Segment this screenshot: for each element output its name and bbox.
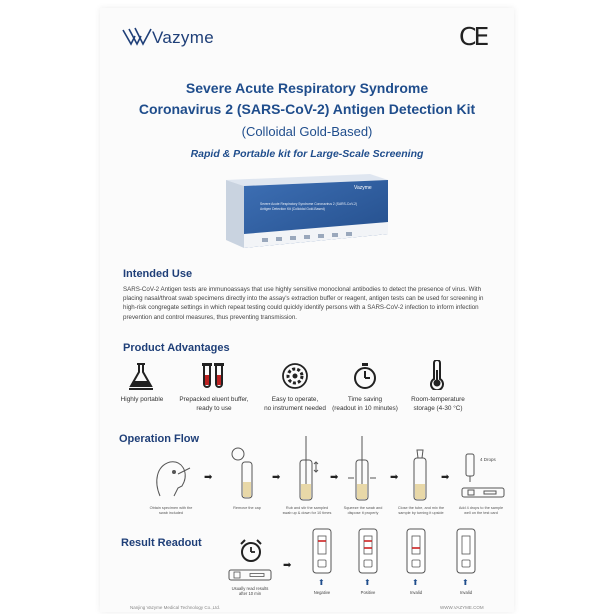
swab-nose-illustration [148,452,192,500]
cassette-invalid-1 [406,528,426,574]
advantage-2-line-1: Prepacked eluent buffer, [179,396,249,403]
thermometer-icon [428,360,446,390]
gear-icon [281,362,309,390]
step-1-caption: Obtain specimen with the swab included [149,506,193,515]
operation-heading: Operation Flow [119,433,200,445]
advantage-4-line-1: Time saving [347,396,383,403]
result-label-negative: Negative [313,590,331,595]
advantage-label-storage [402,395,474,413]
flow-arrow-2: ➡ [272,472,281,483]
result-label-positive: Positive [360,590,376,595]
cassette-invalid-2 [456,528,476,574]
advantage-5-line-2: storage (4-30 °C) [413,405,463,412]
flask-icon [128,362,154,390]
title-line-1: Severe Acute Respiratory Syndrome [185,80,429,96]
intended-use-text: SARS-CoV-2 Antigen tests are immunoassays that use highly sensitive monoclonal antibodies to detect the presence of virus. With placing nasal/throat swab specimens directly into the assay's extraction buffer or reagent, antigen tests can be used for screening in high-risk congregate settings in which repeat testing could quickly identify persons with a SARS-CoV-2 infection to inform infection prevention and control measures, thus preventing transmission. [123,286,484,321]
up-arrow-invalid-2: ⬆ [462,578,469,587]
ce-mark: CE [459,22,487,51]
box-name-line-2: Antigen Detection Kit (Colloidal Gold-Based) [260,207,325,211]
step-2-caption: Remove the cap [233,506,261,510]
up-arrow-positive: ⬆ [364,578,371,587]
cassette-negative [312,528,332,574]
tubes-icon [200,362,226,390]
step-3-caption: Rub and stir the sampled swab up & down for 10 times [282,506,332,515]
advantage-label-easy [259,395,331,413]
swab-stir-illustration [292,434,322,504]
flow-arrow-5: ➡ [441,472,450,483]
advantage-2-line-2: ready to use [196,405,232,412]
stopwatch-icon [352,362,378,390]
intended-use-heading: Intended Use [123,268,193,280]
advantages-heading: Product Advantages [123,342,230,354]
advantage-5-line-1: Room-temperature [411,396,465,403]
timer-caption: Usually read results after 10 min [231,586,269,596]
step-6-caption: Add 4 drops to the sample well on the test card [458,506,504,515]
alarm-clock-icon [238,538,264,564]
flow-arrow-3: ➡ [330,472,339,483]
result-heading: Result Readout [121,537,202,549]
step-5-caption: Close the tube, and mix the sample by turning it upside [397,506,445,515]
squeeze-swab-illustration [344,434,380,504]
brand-name: Vazyme [152,28,214,47]
box-name-line-1: Severe Acute Respiratory Syndrome Coronavirus 2 (SARS-CoV-2) [260,202,358,206]
vazyme-logo-icon [121,26,153,50]
result-label-invalid-2: Invalid [459,590,473,595]
product-box-image [220,172,392,250]
advantage-label-portable [106,395,178,404]
flow-arrow-4: ➡ [390,472,399,483]
up-arrow-negative: ⬆ [318,578,325,587]
tagline: Rapid & Portable kit for Large-Scale Screening [190,148,424,160]
drops-label: 4 Drops [480,457,496,462]
advantage-1-line-1: Highly portable [120,396,164,403]
result-label-invalid-1: Invalid [409,590,423,595]
advantage-3-line-1: Easy to operate, [271,396,319,403]
subtitle: (Colloidal Gold-Based) [241,124,373,139]
advantage-4-line-2: (readout in 10 minutes) [332,405,398,412]
result-arrow: ➡ [283,560,292,571]
advantage-label-buffer [178,395,250,413]
cassette-positive [358,528,378,574]
advantage-3-line-2: no instrument needed [264,405,326,412]
up-arrow-invalid-1: ⬆ [412,578,419,587]
footer-website: WWW.VAZYME.COM [440,605,484,610]
box-brand: Vazyme [354,185,372,191]
test-card-icon [228,568,272,582]
box-product-name [260,202,380,212]
advantage-label-time [329,395,401,413]
tube-cap-illustration [228,442,262,502]
step-4-caption: Squeeze the swab and dispose it properly [343,506,383,515]
mix-tube-illustration [408,448,432,504]
footer-company: Nanjing Vazyme Medical Technology Co.,Ltd. [130,605,221,610]
flow-arrow-1: ➡ [204,472,213,483]
title-line-2: Coronavirus 2 (SARS-CoV-2) Antigen Detection Kit [138,101,476,117]
